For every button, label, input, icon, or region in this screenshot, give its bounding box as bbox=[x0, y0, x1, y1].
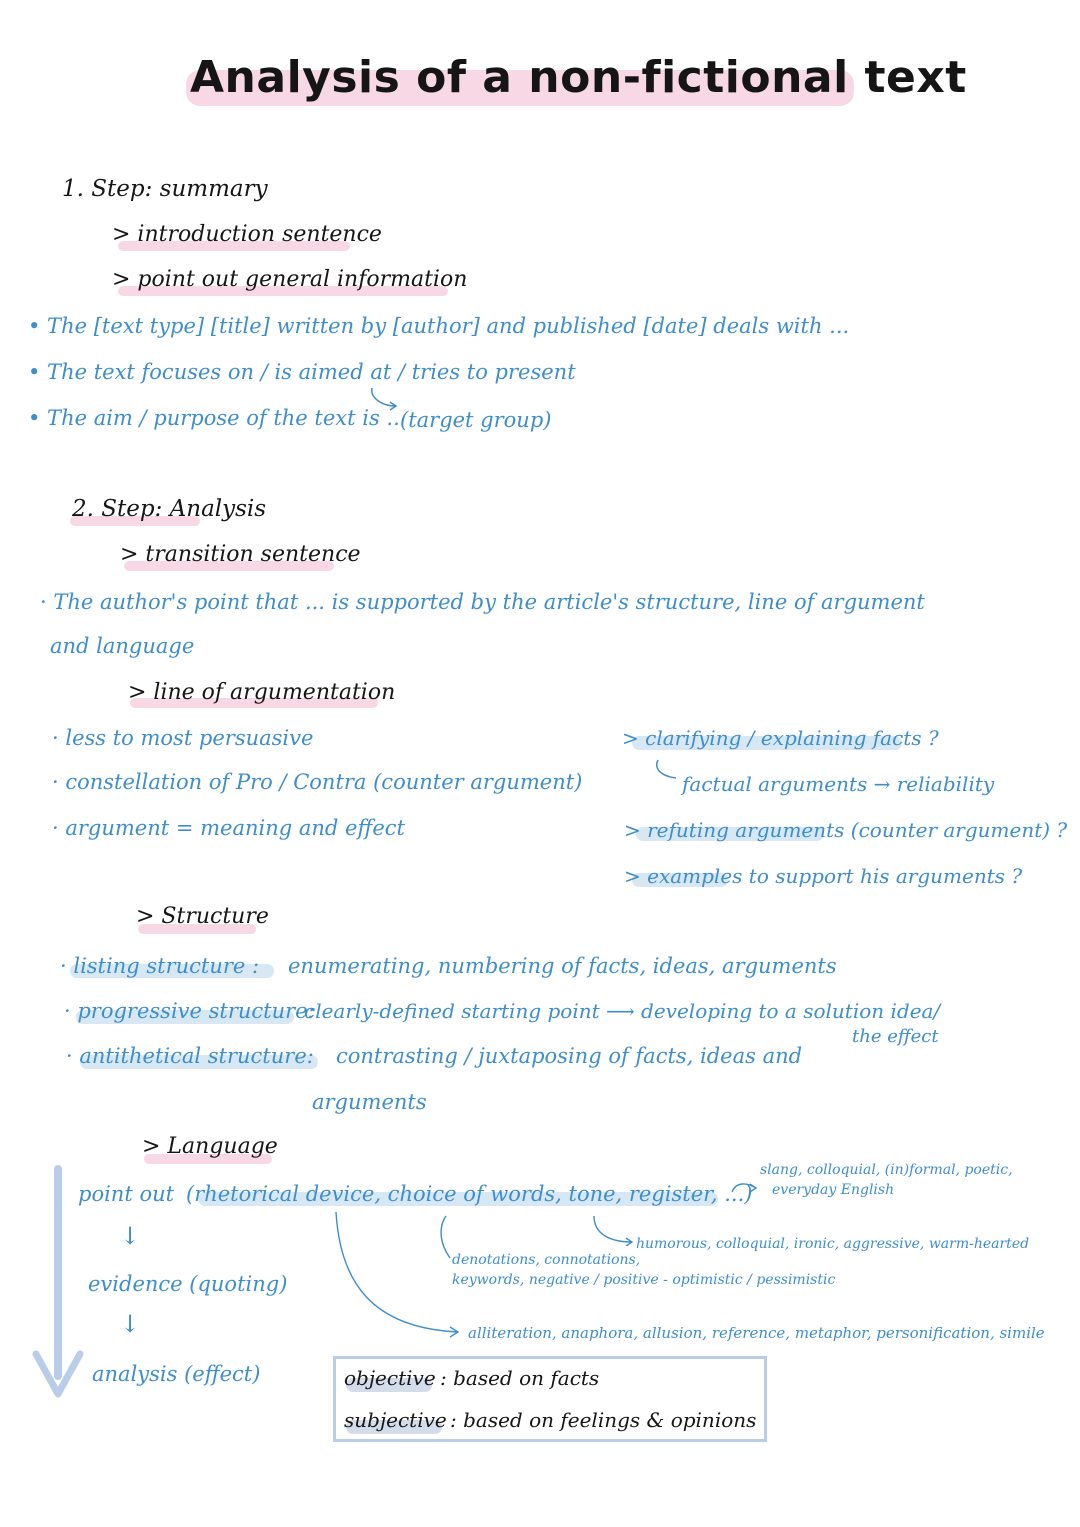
argumentation-heading: > line of argumentation bbox=[128, 680, 396, 705]
step1-bullet-3: • The aim / purpose of the text is .. bbox=[28, 406, 400, 430]
step2-point-line2: and language bbox=[50, 634, 195, 658]
language-point-out: point out bbox=[78, 1182, 175, 1206]
step1-bullet-1: • The [text type] [title] written by [author] and published [date] deals with ... bbox=[28, 314, 850, 338]
curved-arrow-icon bbox=[330, 1210, 470, 1340]
argumentation-right-4: > examples to support his arguments ? bbox=[624, 864, 1023, 888]
down-arrow-icon: ↓ bbox=[120, 1222, 141, 1250]
language-heading: > Language bbox=[142, 1134, 278, 1159]
structure-heading: > Structure bbox=[136, 904, 269, 929]
subjective-definition: : based on feelings & opinions bbox=[450, 1408, 757, 1432]
structure-progressive-label: · progressive structure: bbox=[64, 999, 315, 1023]
argumentation-left-3: · argument = meaning and effect bbox=[52, 816, 405, 840]
argumentation-right-2: factual arguments → reliability bbox=[682, 772, 995, 796]
objective-definition: : based on facts bbox=[440, 1366, 600, 1390]
curved-arrow-icon bbox=[728, 1180, 762, 1200]
argumentation-right-3: > refuting arguments (counter argument) ? bbox=[624, 818, 1068, 842]
step1-heading: 1. Step: summary bbox=[62, 176, 268, 202]
curved-arrow-icon bbox=[368, 386, 402, 412]
language-analysis: analysis (effect) bbox=[92, 1362, 261, 1386]
tone-note: humorous, colloquial, ironic, aggressive, warm-hearted bbox=[636, 1236, 1030, 1252]
curved-arrow-icon bbox=[652, 758, 682, 784]
structure-listing-label: · listing structure : bbox=[60, 954, 260, 978]
down-arrow-shaft bbox=[54, 1165, 62, 1380]
argumentation-right-1: > clarifying / explaining facts ? bbox=[622, 726, 939, 750]
step2-point-line1: · The author's point that ... is supported by the article's structure, line of argument bbox=[40, 590, 925, 614]
step2-transition: > transition sentence bbox=[120, 542, 361, 567]
devices-note: alliteration, anaphora, allusion, reference, metaphor, personification, simile bbox=[468, 1324, 1045, 1342]
structure-antithetical-text: contrasting / juxtaposing of facts, ideas and bbox=[336, 1044, 803, 1068]
argumentation-left-2: · constellation of Pro / Contra (counter argument) bbox=[52, 770, 583, 794]
structure-antithetical-extra: arguments bbox=[312, 1090, 427, 1114]
step1-target-group: (target group) bbox=[400, 408, 552, 432]
structure-progressive-extra: the effect bbox=[852, 1026, 939, 1047]
structure-antithetical-label: · antithetical structure: bbox=[66, 1044, 314, 1068]
subjective-term: subjective bbox=[344, 1408, 447, 1432]
page-title: Analysis of a non-fictional text bbox=[190, 52, 967, 103]
argumentation-left-1: · less to most persuasive bbox=[52, 726, 314, 750]
structure-listing-text: enumerating, numbering of facts, ideas, arguments bbox=[288, 954, 837, 978]
register-note-1: slang, colloquial, (in)formal, poetic, bbox=[760, 1162, 1013, 1178]
language-evidence: evidence (quoting) bbox=[88, 1272, 288, 1296]
register-note-2: everyday English bbox=[772, 1182, 895, 1198]
words-note-2: keywords, negative / positive - optimistic / pessimistic bbox=[452, 1272, 836, 1288]
step1-sub-general-info: > point out general information bbox=[112, 267, 468, 292]
objective-term: objective bbox=[344, 1366, 436, 1390]
step1-sub-introduction: > introduction sentence bbox=[112, 222, 382, 247]
down-arrow-icon bbox=[32, 1350, 84, 1400]
step2-heading: 2. Step: Analysis bbox=[72, 496, 267, 522]
language-point-out-detail: (rhetorical device, choice of words, tone, register, ...) bbox=[186, 1182, 753, 1206]
words-note-1: denotations, connotations, bbox=[452, 1252, 641, 1268]
structure-progressive-text: clearly-defined starting point ⟶ developing to a solution idea/ bbox=[304, 999, 941, 1023]
curved-arrow-icon bbox=[590, 1214, 636, 1246]
down-arrow-icon: ↓ bbox=[120, 1310, 141, 1338]
step1-bullet-2: • The text focuses on / is aimed at / tries to present bbox=[28, 360, 576, 384]
